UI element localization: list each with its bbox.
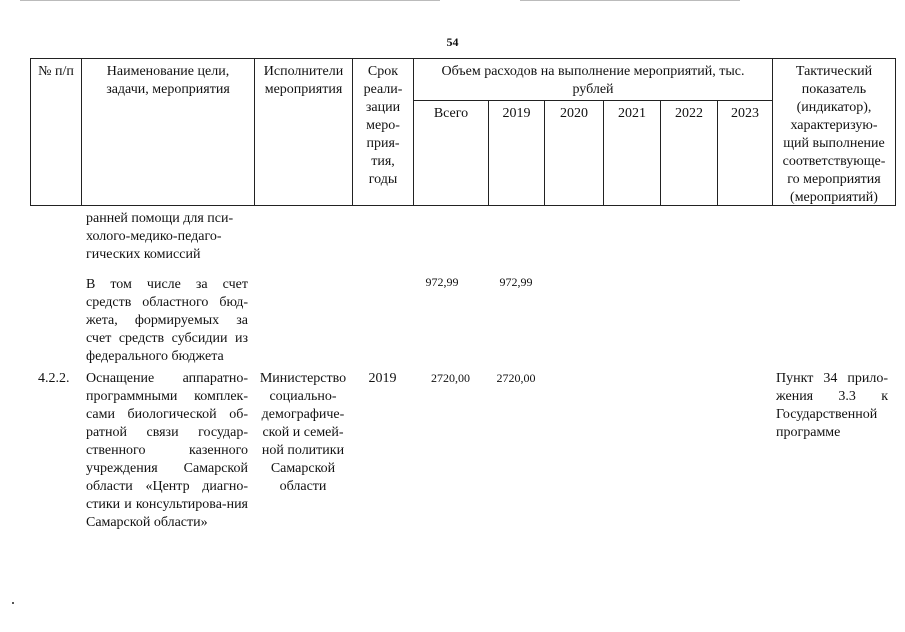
row-funding-name: В том числе за счет средств областного бюд-жета, формируемых за счет средств субсидии из федерального бюджета (86, 277, 248, 364)
header-volume: Объем расходов на выполнение мероприятий, тыс. рублей (413, 58, 772, 101)
row-422-total: 2720,00 (431, 371, 470, 385)
header-indicator: Тактический показатель (индикатор), характеризую-щий выполнение соответствующе-го мероприятия (мероприятий) (772, 58, 896, 206)
header-term: Срок реали-зации меро-прия-тия, годы (352, 58, 413, 206)
row-422-name: Оснащение аппаратно-программными комплек-сами биологической об-ратной связи государ-ственного казенного учреждения Самарской области «Центр диагно-стики и консультирова-ния Самарской области» (86, 371, 248, 530)
header-total: Всего (413, 101, 488, 206)
header-year-2023: 2023 (717, 101, 772, 206)
header-executor: Исполнители мероприятия (254, 58, 352, 206)
row-422-indicator: Пункт 34 прило-жения 3.3 к Государственной программе (776, 371, 888, 440)
row-422-executor: Министерство социально-демографиче-ской и семей-ной политики Самарской области (259, 371, 347, 494)
row-422-number: 4.2.2. (38, 371, 70, 386)
header-year-2021: 2021 (603, 101, 660, 206)
scan-speck (12, 602, 14, 604)
header-year-2019: 2019 (488, 101, 544, 206)
header-year-2020: 2020 (544, 101, 603, 206)
page-number: 54 (446, 35, 459, 49)
header-year-2022: 2022 (660, 101, 717, 206)
header-name: Наименование цели, задачи, мероприятия (81, 58, 254, 206)
table-header (30, 58, 896, 206)
top-rule-right (520, 0, 740, 1)
top-rule-left (20, 0, 440, 1)
row-funding-total: 972,99 (425, 275, 459, 289)
header-num: № п/п (30, 58, 81, 206)
row-funding-2019: 972,99 (499, 275, 533, 289)
row-422-term: 2019 (368, 371, 397, 386)
row-422-2019: 2720,00 (496, 371, 536, 385)
row-continuation-name: ранней помощи для пси-холого-медико-педаго-гических комиссий (86, 211, 234, 262)
